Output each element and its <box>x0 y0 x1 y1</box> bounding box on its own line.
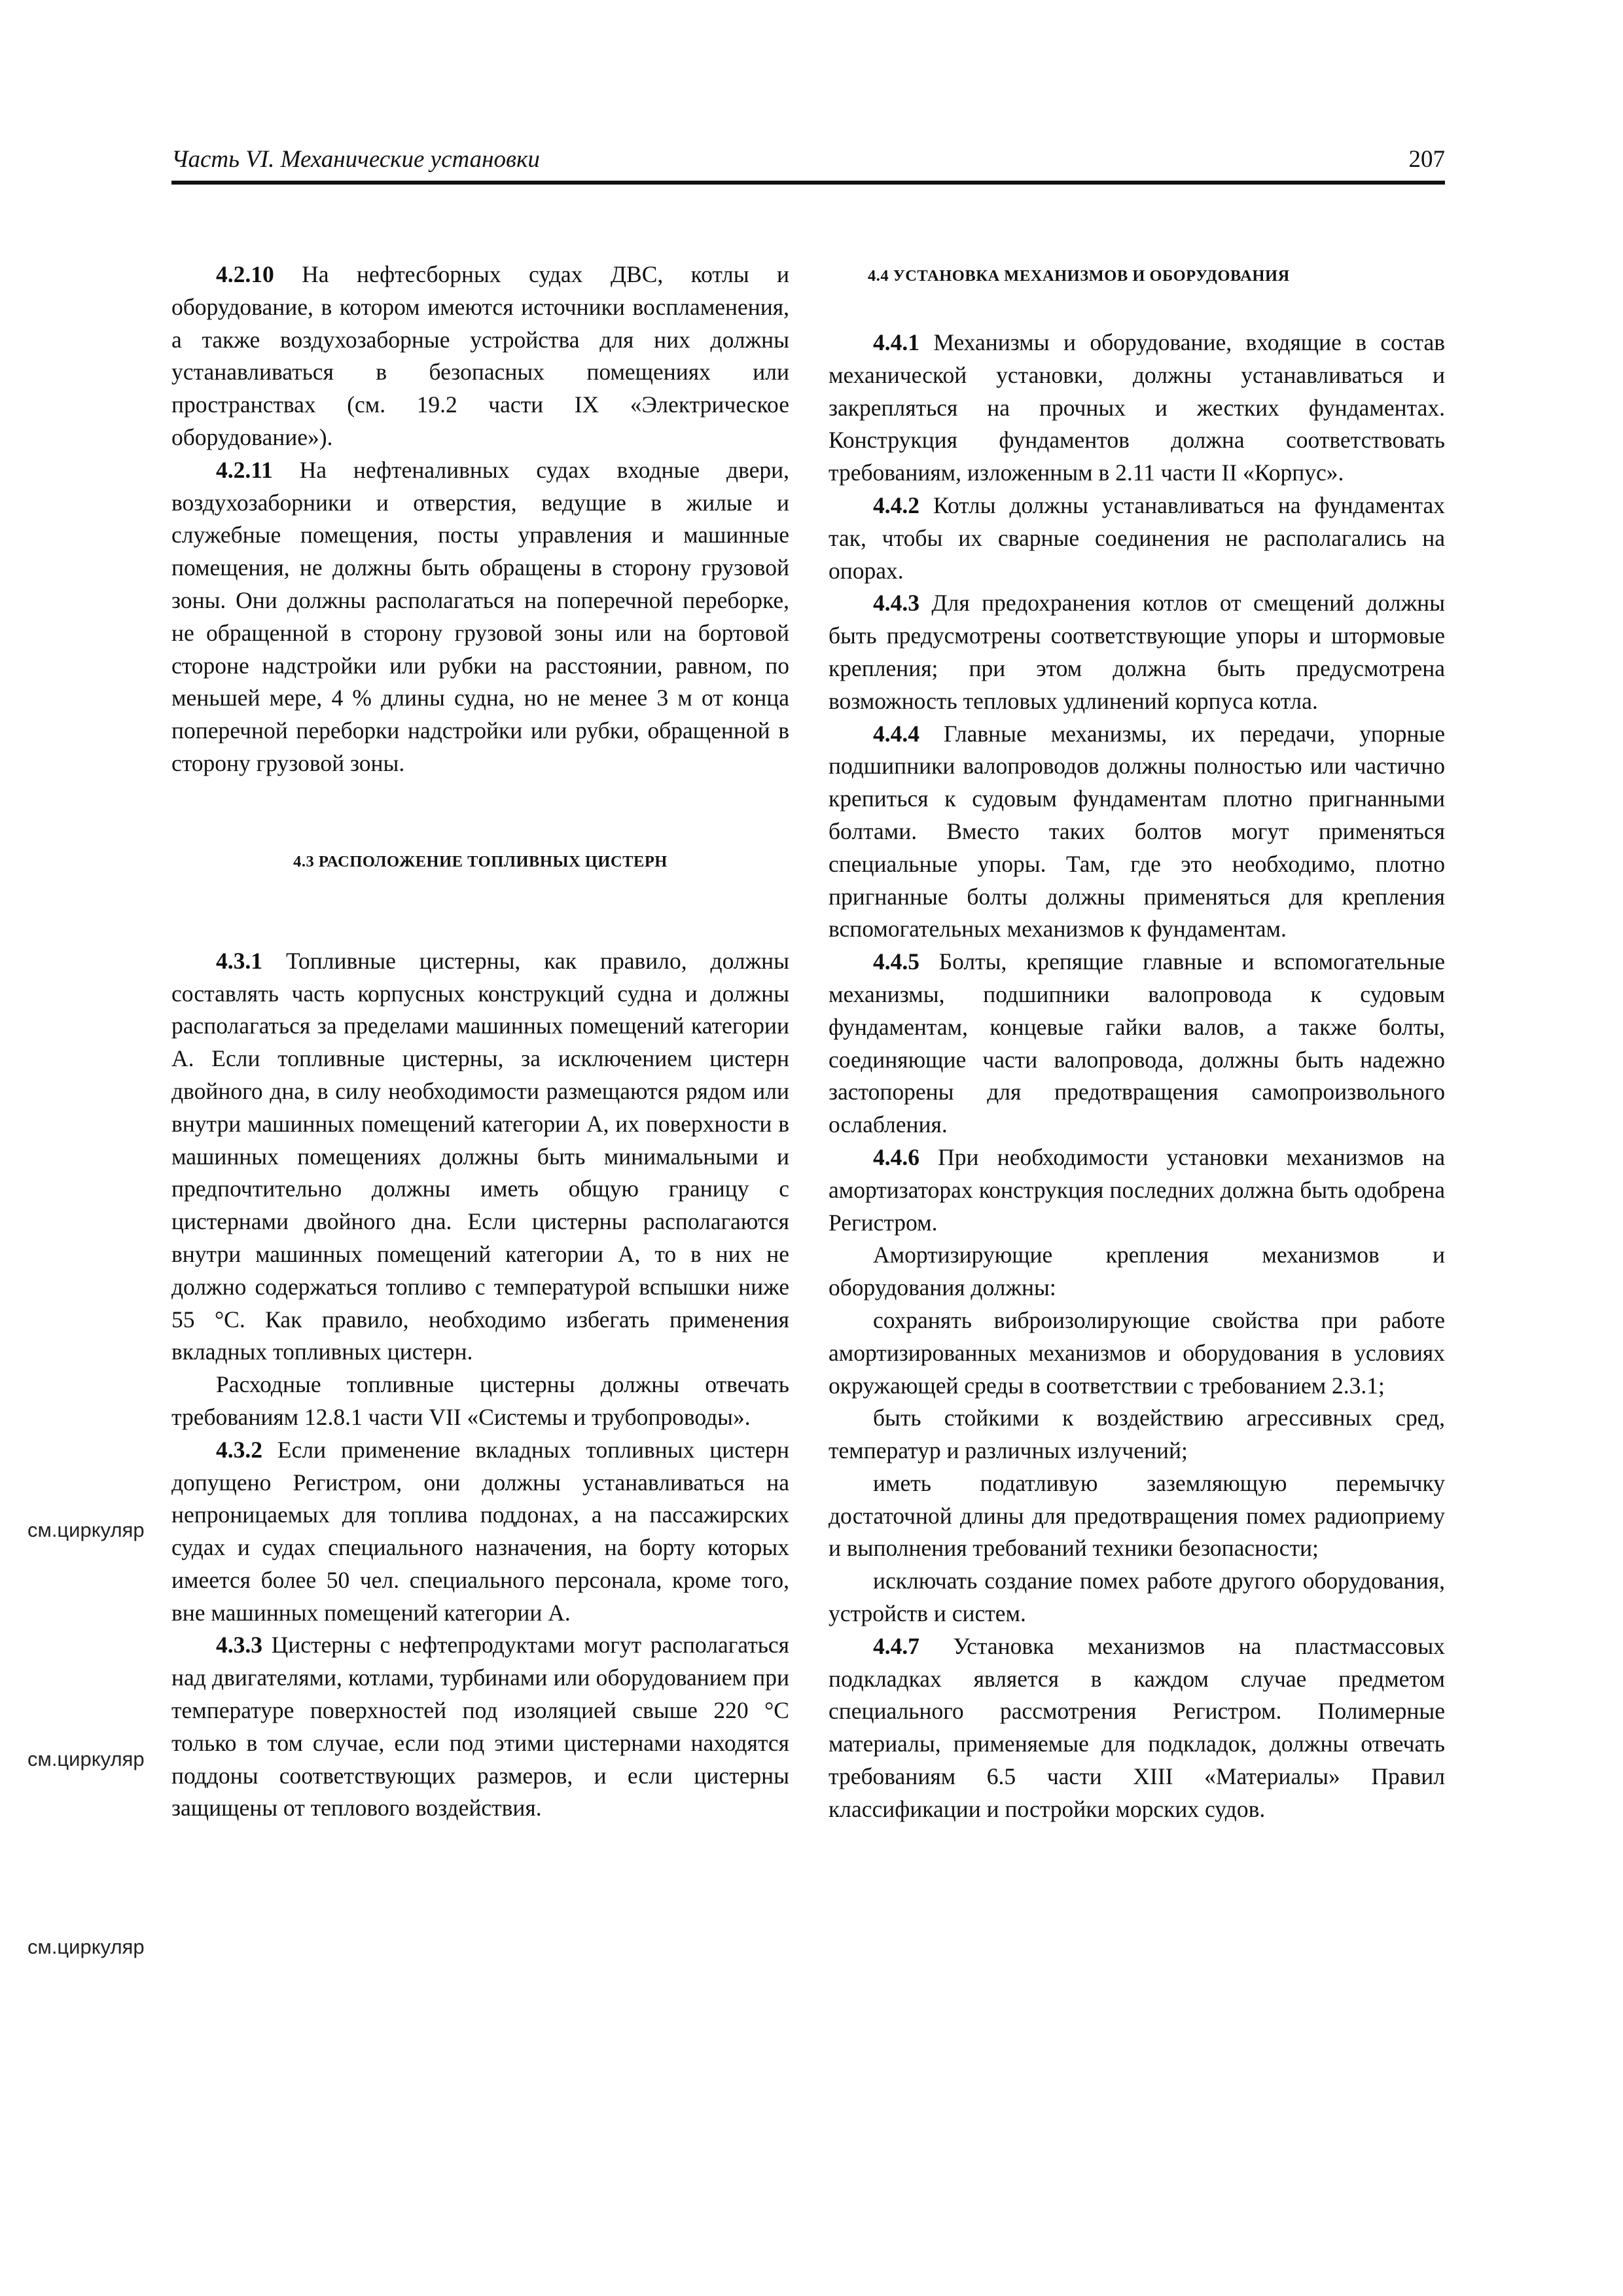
paragraph-4-4-6-f: исключать создание помех работе другого оборудования, устройств и систем. <box>829 1568 1445 1627</box>
paragraph-4-4-6-d: быть стойкими к воздействию агрессивных сред, температур и различных излучений; <box>829 1405 1445 1464</box>
header-title: Часть VI. Механические установки <box>171 146 540 173</box>
paragraph-4-3-1: 4.3.1 Топливные цистерны, как правило, должны составлять часть корпусных конструкций судна и должны располагаться за пределами машинных помещений категории A. Если топливные цистерны, за исключением цистерн двойного дна, в силу необходимости размещаются рядом или внутри машинных помещений категории A, их поверхности в машинных помещениях должны быть минимальными и предпочтительно должны иметь общую границу с цистернами двойного дна. Если цистерны располагаются внутри машинных помещений категории A, то в них не должно содержаться топливо с температурой вспышки ниже 55 °C. Как правило, необходимо избегать применения вкладных топливных цистерн. <box>171 947 789 1365</box>
paragraph-4-2-10: 4.2.10 На нефтесборных судах ДВС, котлы и оборудование, в котором имеются источники воспламенения, а также воздухозаборные устройства для них должны устанавливаться в безопасных помещениях или пространствах (см. 19.2 части IX «Электрическое оборудование»). <box>171 261 789 450</box>
right-column <box>829 259 1445 1826</box>
margin-note-circular: см.циркуляр <box>27 1518 145 1541</box>
paragraph-4-4-6-c: сохранять виброизолирующие свойства при работе амортизированных механизмов и оборудования в условиях окружающей среды в соответствии с требованием 2.3.1; <box>829 1306 1445 1399</box>
paragraph-4-4-5: 4.4.5 Болты, крепящие главные и вспомогательные механизмы, подшипники валопровода к судовым фундаментам, концевые гайки валов, а также болты, соединяющие части валопровода, должны быть надежно застопорены для предотвращения самопроизвольного ослабления. <box>829 948 1445 1138</box>
paragraph-4-4-6-e: иметь податливую заземляющую перемычку достаточной длины для предотвращения помех радиоприему и выполнения требований техники безопасности; <box>829 1469 1445 1562</box>
paragraph-4-3-1-b: Расходные топливные цистерны должны отвечать требованиям 12.8.1 части VII «Системы и трубопроводы». <box>171 1371 789 1430</box>
paragraph-4-4-7: 4.4.7 Установка механизмов на пластмассовых подкладках является в каждом случае предметом специального рассмотрения Регистром. Полимерные материалы, применяемые для подкладок, должны отвечать требованиям 6.5 части XIII «Материалы» Правил классификации и постройки морских судов. <box>829 1632 1445 1822</box>
margin-note-circular: см.циркуляр <box>27 1935 145 1958</box>
paragraph-4-4-2: 4.4.2 Котлы должны устанавливаться на фундаментах так, чтобы их сварные соединения не располагались на опорах. <box>829 492 1445 584</box>
paragraph-4-4-6-b: Амортизирующие крепления механизмов и оборудования должны: <box>829 1242 1445 1301</box>
paragraph-4-4-6: 4.4.6 При необходимости установки механизмов на амортизаторах конструкция последних должна быть одобрена Регистром. <box>829 1143 1445 1236</box>
paragraph-4-4-4: 4.4.4 Главные механизмы, их передачи, упорные подшипники валопроводов должны полностью или частично крепиться к судовым фундаментам плотно пригнанными болтами. Вместо таких болтов могут применяться специальные упоры. Там, где это необходимо, плотно пригнанные болты должны применяться для крепления вспомогательных механизмов к фундаментам. <box>829 720 1445 942</box>
page-number: 207 <box>1408 146 1445 173</box>
page-header <box>171 143 1445 185</box>
section-title-4-3: 4.3 РАСПОЛОЖЕНИЕ ТОПЛИВНЫХ ЦИСТЕРН <box>293 852 668 870</box>
paragraph-4-2-11: 4.2.11 На нефтеналивных судах входные двери, воздухозаборники и отверстия, ведущие в жилые и служебные помещения, посты управления и машинные помещения, не должны быть обращены в сторону грузовой зоны. Они должны располагаться на поперечной переборке, не обращенной в сторону грузовой зоны или на бортовой стороне надстройки или рубки на расстоянии, равном, по меньшей мере, 4 % длины судна, но не менее 3 м от конца поперечной переборки надстройки или рубки, обращенной в сторону грузовой зоны. <box>171 456 789 776</box>
paragraph-4-3-2: 4.3.2 Если применение вкладных топливных цистерн допущено Регистром, они должны устанавливаться на непроницаемых для топлива поддонах, а на пассажирских судах и судах специального назначения, на борту которых имеется более 50 чел. специального персонала, кроме того, вне машинных помещений категории A. <box>171 1436 789 1626</box>
section-title-4-4: 4.4 УСТАНОВКА МЕХАНИЗМОВ И ОБОРУДОВАНИЯ <box>868 267 1290 285</box>
paragraph-4-4-1: 4.4.1 Механизмы и оборудование, входящие в состав механической установки, должны устанавливаться и закрепляться на прочных и жестких фундаментах. Конструкция фундаментов должна соответствовать требованиям, изложенным в 2.11 части II «Корпус». <box>829 329 1445 486</box>
left-column <box>171 259 789 1825</box>
paragraph-4-3-3: 4.3.3 Цистерны с нефтепродуктами могут располагаться над двигателями, котлами, турбинами или оборудованием при температуре поверхностей под изоляцией свыше 220 °C только в том случае, если под этими цистернами находятся поддоны соответствующих размеров, и если цистерны защищены от теплового воздействия. <box>171 1632 789 1821</box>
paragraph-4-4-3: 4.4.3 Для предохранения котлов от смещений должны быть предусмотрены соответствующие упоры и штормовые крепления; при этом должна быть предусмотрена возможность тепловых удлинений корпуса котла. <box>829 590 1445 714</box>
margin-note-circular: см.циркуляр <box>27 1748 145 1770</box>
